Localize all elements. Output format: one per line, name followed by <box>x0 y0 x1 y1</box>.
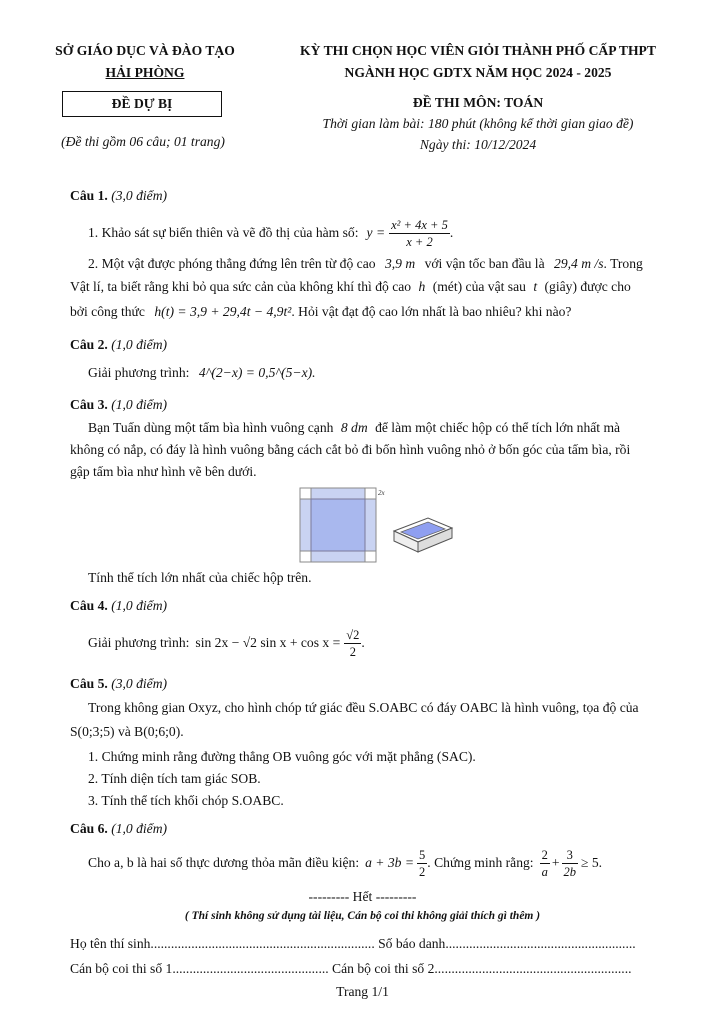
question-3-label: Câu 3. <box>70 397 108 412</box>
question-4-body: Giải phương trình: sin 2x − √2 sin x + cos x = $\frac{√2}{2}$ . <box>88 627 365 659</box>
q1-line2-text-b: (mét) của vật sau <box>432 279 526 294</box>
question-3-question: Tính thể tích lớn nhất của chiếc hộp trên. <box>88 570 312 585</box>
question-1-part-2-line-1 <box>88 253 688 275</box>
q1-part2-text-b: với vận tốc ban đầu là <box>424 256 545 271</box>
department-name <box>30 40 260 84</box>
q6-inequality: ≥ 5. <box>581 855 603 870</box>
q1-fraction-numerator: x² + 4x + 5 <box>391 217 448 232</box>
q1-line3-text-b: . Hỏi vật đạt độ cao lớn nhất là bao nhiêu? khi nào? <box>291 304 572 319</box>
question-6-points: (1,0 điểm) <box>111 821 168 836</box>
question-5-item-1: 1. Chứng minh rằng đường thẳng OB vuông góc với mặt phẳng (SAC). <box>88 749 476 764</box>
department-line-1: SỞ GIÁO DỤC VÀ ĐÀO TẠO <box>55 43 235 58</box>
q4-rhs-denominator: 2 <box>349 644 356 659</box>
exam-line-1: KỲ THI CHỌN HỌC VIÊN GIỎI THÀNH PHỐ CẤP THPT <box>300 43 656 58</box>
q6-condition-fraction <box>417 847 427 880</box>
exam-name <box>268 40 688 84</box>
question-5-title <box>70 676 167 692</box>
page-number: Trang 1/1 <box>336 984 389 999</box>
question-5-points: (3,0 điểm) <box>111 676 168 691</box>
question-4-points: (1,0 điểm) <box>111 598 168 613</box>
question-3-line-1 <box>88 417 688 439</box>
reserve-exam-box <box>62 91 222 117</box>
question-1-title <box>70 188 167 204</box>
question-1-part-2-line-2 <box>70 276 688 298</box>
question-2-body <box>88 362 688 384</box>
q6-fraction-1-numerator: 2 <box>541 847 548 862</box>
department-line-2: HẢI PHÒNG <box>105 65 185 80</box>
question-5-line-2: S(0;3;5) và B(0;6;0). <box>70 724 184 739</box>
question-2-points: (1,0 điểm) <box>111 337 168 352</box>
question-6-title <box>70 821 167 837</box>
q6-condition-lhs: a + 3b = <box>365 855 415 870</box>
q1-function-lhs: y = <box>366 225 386 240</box>
proctor-info-line: Cán bộ coi thi số 1.............................................. Cán bộ coi thi số 2.......................................................... <box>70 961 632 976</box>
question-3-title <box>70 397 167 413</box>
q6-fraction-2-denominator: 2b <box>563 864 576 879</box>
question-1-part-2-line-3 <box>70 301 688 323</box>
question-3-line-3: gập tấm bìa như hình vẽ bên dưới. <box>70 464 257 479</box>
q1-initial-height: 3,9 m <box>384 256 416 271</box>
question-5-item-3: 3. Tính thể tích khối chóp S.OABC. <box>88 793 284 808</box>
question-4-title <box>70 598 167 614</box>
question-5-line-1: Trong không gian Oxyz, cho hình chóp tứ giác đều S.OABC có đáy OABC là hình vuông, tọa độ của <box>88 700 639 715</box>
q1-part2-text-c: . Trong <box>603 256 643 271</box>
question-1-label: Câu 1. <box>70 188 108 203</box>
date-note: Ngày thi: 10/12/2024 <box>419 137 537 152</box>
q1-line3-text-a: bởi công thức <box>70 304 145 319</box>
pages-note: (Đề thi gồm 06 câu; 01 trang) <box>61 134 225 149</box>
reserve-exam-label: ĐỀ DỰ BỊ <box>111 96 173 111</box>
q1-fraction-denominator: x + 2 <box>406 234 433 249</box>
q4-rhs-fraction <box>344 627 361 660</box>
q6-condition-numerator: 5 <box>419 847 426 862</box>
q6-condition-denominator: 2 <box>419 864 426 879</box>
question-1-part-1: 1. Khảo sát sự biến thiên và vẽ đồ thị của hàm số: y = $\frac{\text{x² + 4x + 5}}{x + 2}$ . <box>88 217 454 249</box>
question-5-item-2: 2. Tính diện tích tam giác SOB. <box>88 771 261 786</box>
q1-height-formula: h(t) = 3,9 + 29,4t − 4,9t² <box>154 304 292 319</box>
cut-size-label: 2x <box>378 489 385 497</box>
q1-var-t: t <box>533 279 538 294</box>
box-net-figure <box>298 486 468 564</box>
subject-title: ĐỀ THI MÔN: TOÁN <box>412 95 544 110</box>
q1-initial-velocity: 29,4 m /s <box>554 256 604 271</box>
q1-line2-text-a: Vật lí, ta biết rằng khi bỏ qua sức cản của không khí thì độ cao <box>70 279 412 294</box>
question-1-points: (3,0 điểm) <box>111 188 168 203</box>
q6-plus-sign: + <box>551 855 560 870</box>
question-3-line-2: không có nắp, có đáy là hình vuông bằng cách cắt bỏ đi bốn hình vuông nhỏ ở bốn góc của tấm bìa, rồi <box>70 442 631 457</box>
exam-line-2: NGÀNH HỌC GDTX NĂM HỌC 2024 - 2025 <box>344 65 612 80</box>
question-6-body <box>88 843 688 883</box>
q2-equation: 4^(2−x) = 0,5^(5−x). <box>198 365 316 380</box>
candidate-note: ( Thí sinh không sử dụng tài liệu, Cán bộ coi thi không giải thích gì thêm ) <box>184 910 541 922</box>
unfolded-cardboard <box>300 488 376 562</box>
end-marker: --------- Hết --------- <box>308 889 417 904</box>
question-3-points: (1,0 điểm) <box>111 397 168 412</box>
q6-fraction-1-denominator: a <box>541 864 548 879</box>
q3-side-length: 8 dm <box>340 420 368 435</box>
q3-line1-text-a: Bạn Tuấn dùng một tấm bìa hình vuông cạnh <box>88 420 334 435</box>
q1-part1-text: 1. Khảo sát sự biến thiên và vẽ đồ thị của hàm số: <box>88 225 359 240</box>
q6-text-b: . Chứng minh rằng: <box>427 855 534 870</box>
question-6-label: Câu 6. <box>70 821 108 836</box>
q1-line2-text-c: (giây) được cho <box>544 279 631 294</box>
question-5-label: Câu 5. <box>70 676 108 691</box>
question-2-title <box>70 337 167 353</box>
q1-function-fraction <box>389 217 450 250</box>
q4-rhs-numerator: √2 <box>346 627 360 642</box>
q1-part2-text-a: 2. Một vật được phóng thẳng đứng lên trên từ độ cao <box>88 256 376 271</box>
folded-box <box>394 518 452 552</box>
q3-line1-text-b: để làm một chiếc hộp có thể tích lớn nhất mà <box>375 420 621 435</box>
question-4-label: Câu 4. <box>70 598 108 613</box>
question-2-label: Câu 2. <box>70 337 108 352</box>
time-note: Thời gian làm bài: 180 phút (không kể thời gian giao đề) <box>322 116 634 131</box>
q4-equation-lhs: sin 2x − √2 sin x + cos x = <box>195 635 341 650</box>
q1-var-h: h <box>418 279 426 294</box>
q6-text-a: Cho a, b là hai số thực dương thỏa mãn điều kiện: <box>88 855 360 870</box>
q6-fraction-2 <box>562 847 579 880</box>
candidate-info-line: Họ tên thí sinh.................................................................. Số báo danh........................................................ <box>70 936 636 951</box>
q4-text: Giải phương trình: <box>88 635 190 650</box>
q6-fraction-2-numerator: 3 <box>562 847 579 864</box>
q2-text: Giải phương trình: <box>88 365 190 380</box>
q6-fraction-1 <box>540 847 550 880</box>
